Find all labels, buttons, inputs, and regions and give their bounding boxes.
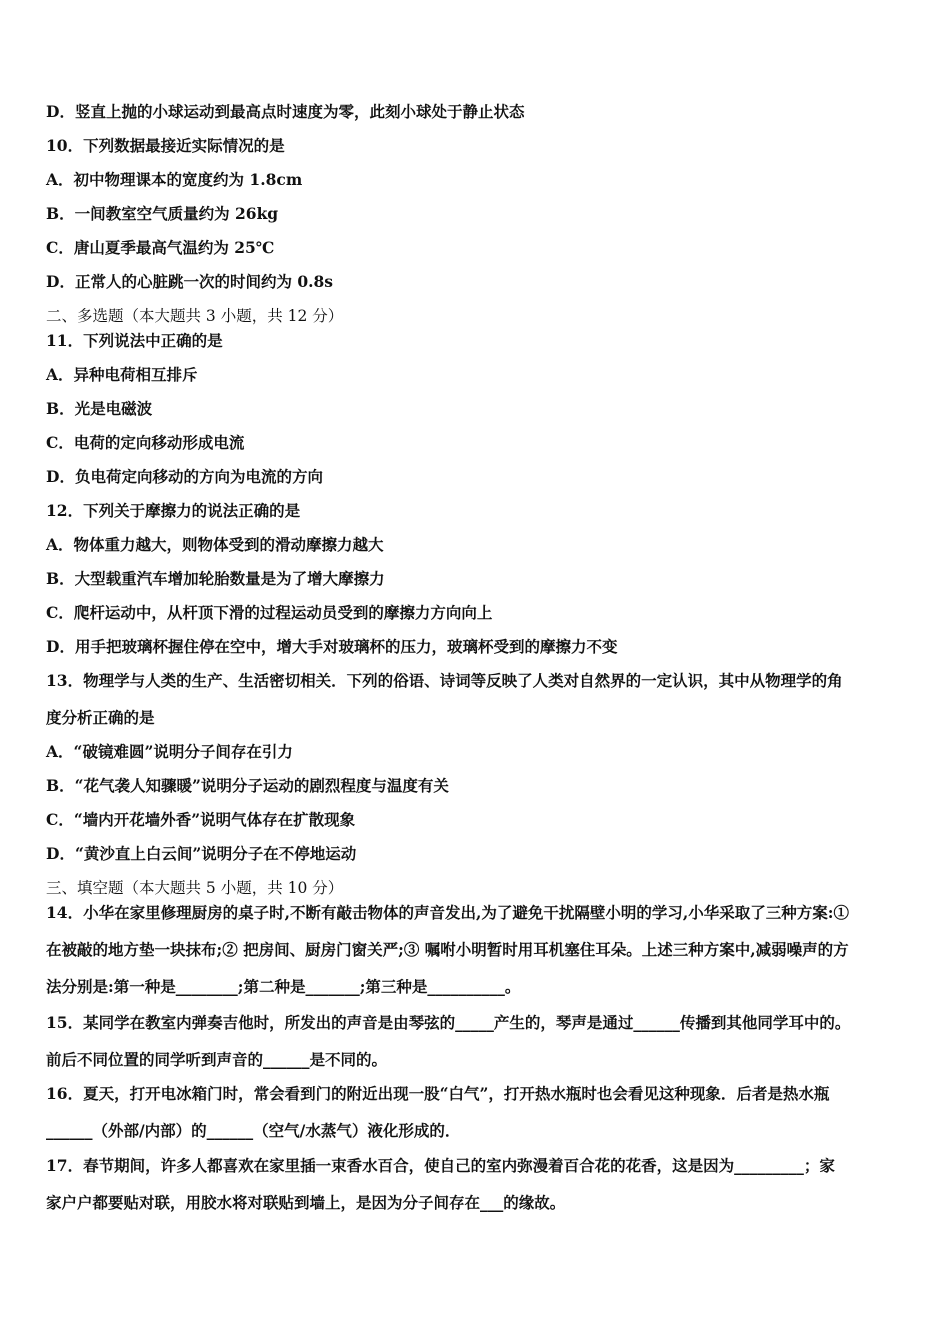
q17-stem-line1: 17．春节期间，许多人都喜欢在家里插一束香水百合，使自己的室内弥漫着百合花的花香，这是因为_________；家 [46, 1156, 835, 1175]
q12-option-b: B．大型载重汽车增加轮胎数量是为了增大摩擦力 [46, 569, 385, 588]
q9-option-d: D．竖直上抛的小球运动到最高点时速度为零，此刻小球处于静止状态 [46, 102, 525, 121]
q10-stem: 10．下列数据最接近实际情况的是 [46, 136, 285, 155]
q11-option-a: A．异种电荷相互排斥 [46, 365, 198, 384]
q10-option-a: A．初中物理课本的宽度约为 1.8cm [46, 170, 303, 189]
q13-option-b: B．“花气袭人知骤暖”说明分子运动的剧烈程度与温度有关 [46, 776, 449, 795]
q17-stem-line2: 家户户都要贴对联，用胶水将对联贴到墙上，是因为分子间存在___的缘故。 [46, 1193, 566, 1212]
q16-stem-line1: 16．夏天，打开电冰箱门时，常会看到门的附近出现一股“白气”，打开热水瓶时也会看见这种现象．后者是热水瓶 [46, 1084, 830, 1103]
q12-option-a: A．物体重力越大，则物体受到的滑动摩擦力越大 [46, 535, 384, 554]
q13-stem-line2: 度分析正确的是 [46, 708, 155, 727]
q15-stem-line1: 15．某同学在教室内弹奏吉他时，所发出的声音是由琴弦的_____产生的，琴声是通过______传播到其他同学耳中的。 [46, 1013, 851, 1032]
q12-option-d: D．用手把玻璃杯握住停在空中，增大手对玻璃杯的压力，玻璃杯受到的摩擦力不变 [46, 637, 618, 656]
q11-option-d: D．负电荷定向移动的方向为电流的方向 [46, 467, 323, 486]
section-heading-fill-in: 三、填空题（本大题共 5 小题，共 10 分） [46, 879, 344, 897]
q14-stem-line1: 14．小华在家里修理厨房的桌子时,不断有敲击物体的声音发出,为了避免干扰隔壁小明的学习,小华采取了三种方案:① [46, 903, 849, 922]
q13-option-c: C．“墙内开花墙外香”说明气体存在扩散现象 [46, 810, 356, 829]
q15-stem-line2: 前后不同位置的同学听到声音的______是不同的。 [46, 1050, 388, 1069]
q13-stem-line1: 13．物理学与人类的生产、生活密切相关．下列的俗语、诗词等反映了人类对自然界的一定认识，其中从物理学的角 [46, 671, 843, 690]
q11-option-c: C．电荷的定向移动形成电流 [46, 433, 245, 452]
q14-stem-line2: 在被敲的地方垫一块抹布;② 把房间、厨房门窗关严;③ 嘱咐小明暂时用耳机塞住耳朵。上述三种方案中,减弱噪声的方 [46, 940, 849, 959]
q13-option-a: A．“破镜难圆”说明分子间存在引力 [46, 742, 293, 761]
q13-option-d: D．“黄沙直上白云间”说明分子在不停地运动 [46, 844, 357, 863]
q11-option-b: B．光是电磁波 [46, 399, 153, 418]
section-heading-multiple-choice: 二、多选题（本大题共 3 小题，共 12 分） [46, 307, 344, 325]
q11-stem: 11．下列说法中正确的是 [46, 331, 223, 350]
q12-stem: 12．下列关于摩擦力的说法正确的是 [46, 501, 301, 520]
q10-option-b: B．一间教室空气质量约为 26kg [46, 204, 279, 223]
q14-stem-line3: 法分别是:第一种是________;第二种是_______;第三种是__________。 [46, 977, 521, 996]
q10-option-d: D．正常人的心脏跳一次的时间约为 0.8s [46, 272, 334, 291]
q10-option-c: C．唐山夏季最高气温约为 25℃ [46, 238, 275, 257]
q16-stem-line2: ______（外部/内部）的______（空气/水蒸气）液化形成的． [46, 1121, 461, 1140]
q12-option-c: C．爬杆运动中，从杆顶下滑的过程运动员受到的摩擦力方向向上 [46, 603, 493, 622]
